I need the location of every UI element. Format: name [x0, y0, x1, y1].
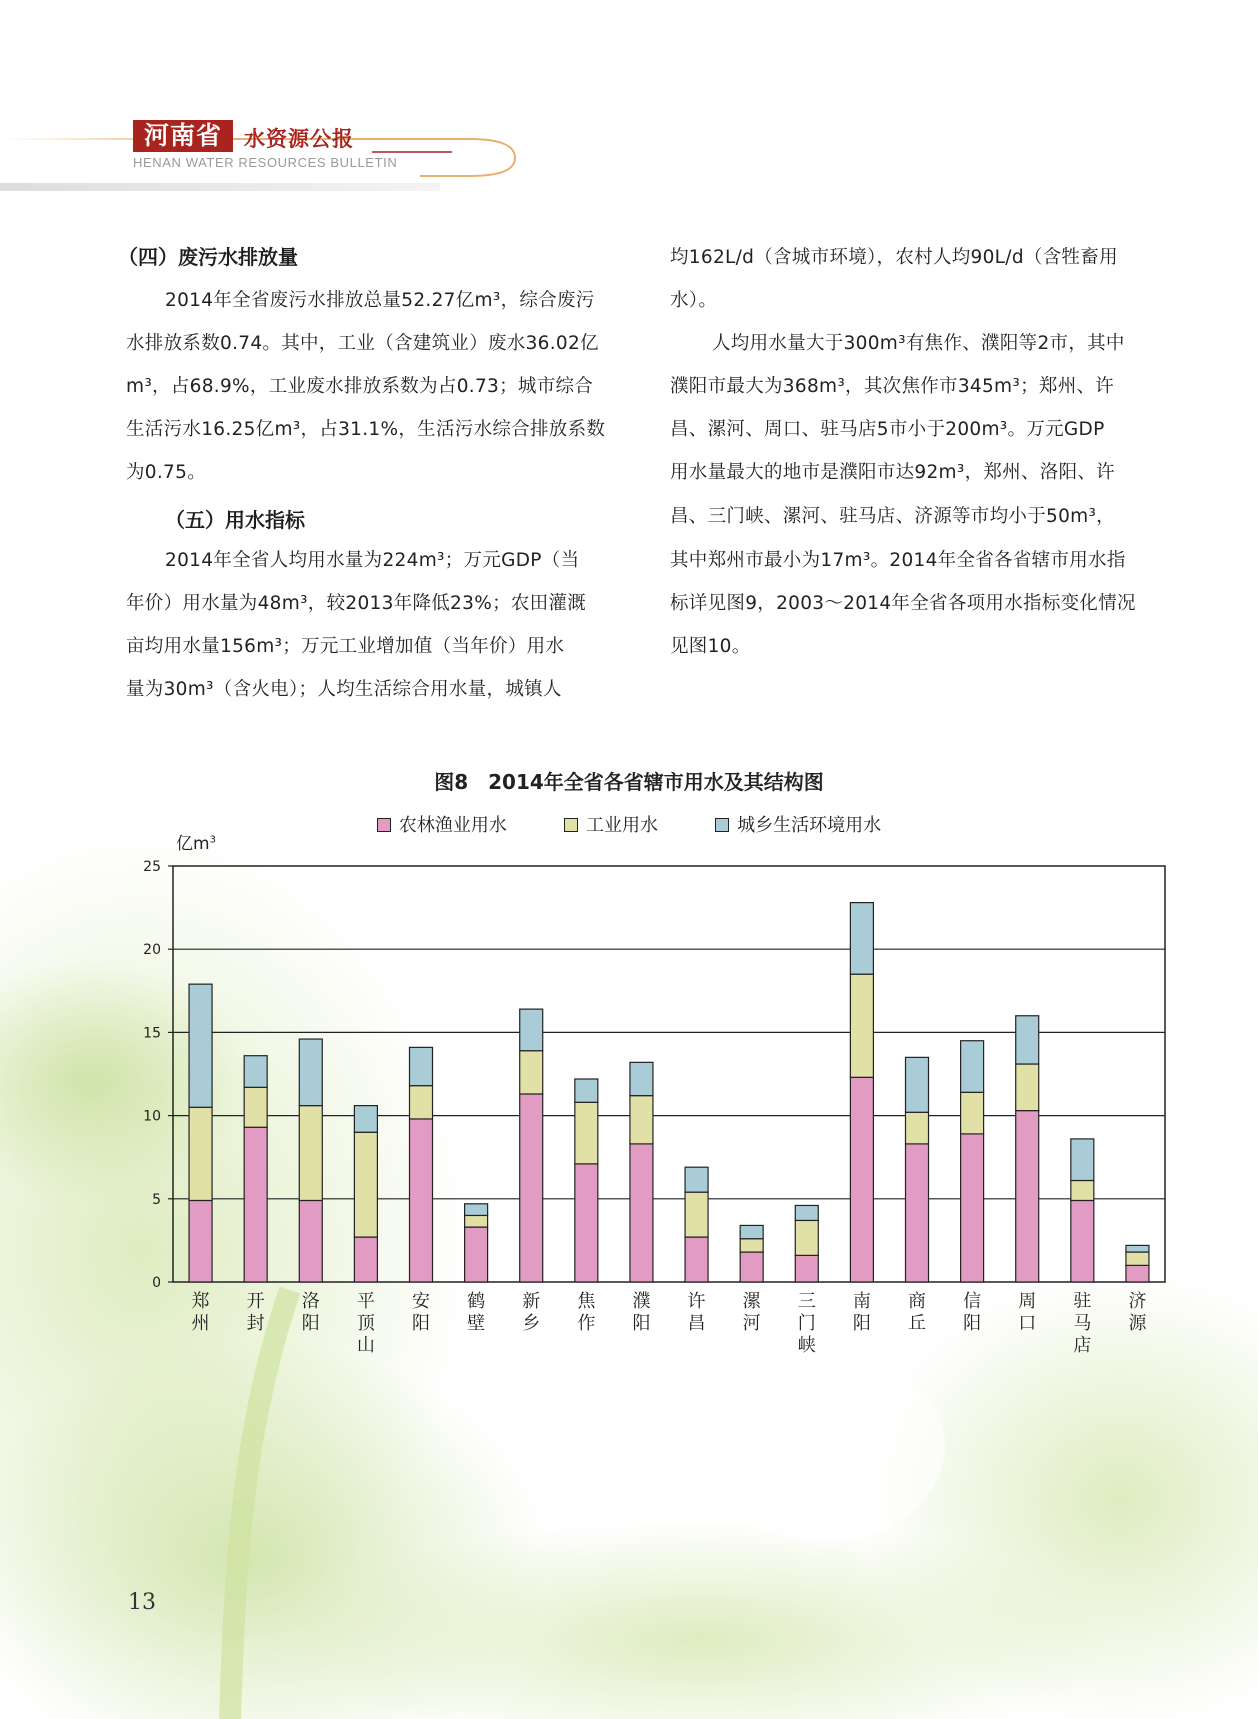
x-tick-label: 门 — [797, 1313, 816, 1334]
paragraph-line: 均162L/d（含城市环境），农村人均90L/d（含牲畜用 — [670, 247, 1118, 268]
x-tick-label: 马 — [1073, 1313, 1092, 1334]
x-tick-label: 山 — [356, 1335, 375, 1356]
x-tick-label: 顶 — [356, 1313, 375, 1334]
paragraph-line: 昌、漯河、周口、驻马店5市小于200m³。万元GDP — [670, 419, 1105, 440]
y-axis-label-superscript: 3 — [209, 834, 216, 846]
x-tick-label: 口 — [1018, 1313, 1037, 1334]
y-tick-label: 15 — [143, 1025, 161, 1042]
paragraph-line: 量为30m³（含火电）；人均生活综合用水量，城镇人 — [126, 679, 562, 700]
x-tick-label: 许 — [687, 1291, 706, 1312]
page-number: 13 — [128, 1590, 156, 1615]
paragraph-line: 水）。 — [670, 290, 718, 311]
x-tick-label: 信 — [963, 1291, 982, 1312]
legend-swatch-domestic — [715, 818, 729, 832]
paragraph-line: 其中郑州市最小为17m³。2014年全省各省辖市用水指 — [670, 550, 1126, 571]
x-tick-label: 安 — [412, 1291, 430, 1312]
y-axis-unit — [176, 829, 216, 854]
paragraph-line: 生活污水16.25亿m³，占31.1%，生活污水综合排放系数 — [126, 419, 606, 440]
legend-label: 农林渔业用水 — [398, 815, 507, 836]
x-tick-label: 开 — [246, 1291, 265, 1312]
paragraph-line: 人均用水量大于300m³有焦作、濮阳等2市，其中 — [712, 333, 1125, 354]
x-tick-label: 阳 — [632, 1313, 651, 1334]
paragraph-line: 标详见图9，2003～2014年全省各项用水指标变化情况 — [670, 593, 1136, 614]
x-tick-label: 阳 — [412, 1313, 430, 1334]
paragraph-line: 2014年全省废污水排放总量52.27亿m³，综合废污 — [165, 290, 595, 311]
y-tick-label: 20 — [143, 942, 161, 959]
header-logo: 河南省 — [133, 120, 233, 152]
legend-item-domestic — [715, 811, 881, 837]
section-heading-wastewater: （四）废污水排放量 — [118, 245, 298, 269]
section-heading-water-indicators: （五）用水指标 — [165, 508, 305, 532]
legend-label: 城乡生活环境用水 — [737, 815, 882, 836]
x-tick-label: 封 — [246, 1313, 265, 1334]
x-tick-label: 河 — [742, 1313, 761, 1334]
paragraph-line: 年价）用水量为48m³，较2013年降低23%；农田灌溉 — [126, 593, 587, 614]
paragraph-line: m³，占68.9%，工业废水排放系数为占0.73；城市综合 — [126, 376, 594, 397]
x-tick-label: 源 — [1128, 1313, 1147, 1334]
y-tick-label: 25 — [143, 859, 161, 875]
x-tick-label: 店 — [1073, 1335, 1092, 1356]
x-tick-label: 峡 — [797, 1335, 816, 1356]
y-tick-label: 10 — [143, 1108, 161, 1125]
x-tick-label: 昌 — [687, 1313, 706, 1334]
paragraph-line: 见图10。 — [670, 636, 751, 657]
paragraph-line: 昌、三门峡、漯河、驻马店、济源等市均小于50m³， — [670, 506, 1115, 527]
legend-item-industry — [564, 811, 658, 837]
header-subtitle: HENAN WATER RESOURCES BULLETIN — [133, 155, 398, 170]
x-tick-label: 作 — [577, 1313, 596, 1334]
x-tick-label: 州 — [191, 1313, 210, 1334]
header-title: 水资源公报 — [244, 126, 354, 151]
x-tick-label: 周 — [1018, 1291, 1037, 1312]
paragraph-line: 为0.75。 — [126, 462, 206, 483]
y-tick-label: 5 — [152, 1191, 161, 1208]
x-tick-label: 阳 — [852, 1313, 871, 1334]
x-tick-label: 洛 — [301, 1291, 320, 1312]
x-tick-label: 平 — [356, 1291, 375, 1312]
chart-title: 图8 2014年全省各省辖市用水及其结构图 — [434, 770, 824, 794]
x-tick-label: 三 — [797, 1291, 816, 1312]
x-tick-label: 阳 — [963, 1313, 982, 1334]
legend-item-agriculture — [377, 811, 507, 837]
paragraph-line: 2014年全省人均用水量为224m³；万元GDP（当 — [165, 550, 580, 571]
y-tick-label: 0 — [152, 1275, 161, 1291]
legend-label: 工业用水 — [586, 815, 658, 836]
paragraph-line: 亩均用水量156m³；万元工业增加值（当年价）用水 — [126, 636, 565, 657]
y-axis-label: 亿m — [176, 834, 210, 854]
x-tick-label: 鹤 — [467, 1291, 486, 1312]
paragraph-line: 濮阳市最大为368m³，其次焦作市345m³；郑州、许 — [670, 376, 1115, 397]
x-tick-label: 焦 — [577, 1291, 596, 1312]
x-tick-label: 商 — [908, 1291, 926, 1312]
x-tick-label: 驻 — [1073, 1291, 1092, 1312]
x-tick-label: 丘 — [908, 1313, 926, 1334]
x-tick-label: 乡 — [522, 1313, 541, 1334]
paragraph-line: 用水量最大的地市是濮阳市达92m³，郑州、洛阳、许 — [670, 462, 1115, 483]
paragraph-line: 水排放系数0.74。其中，工业（含建筑业）废水36.02亿 — [126, 333, 599, 354]
legend-swatch-agriculture — [377, 818, 391, 832]
legend-swatch-industry — [564, 818, 578, 832]
x-tick-label: 济 — [1128, 1291, 1147, 1312]
x-tick-label: 濮 — [632, 1291, 651, 1312]
x-tick-label: 郑 — [191, 1291, 210, 1312]
x-tick-label: 壁 — [467, 1313, 486, 1334]
x-tick-label: 漯 — [742, 1291, 761, 1312]
x-tick-label: 新 — [522, 1291, 541, 1312]
x-tick-label: 南 — [852, 1291, 871, 1312]
x-tick-label: 阳 — [301, 1313, 320, 1334]
